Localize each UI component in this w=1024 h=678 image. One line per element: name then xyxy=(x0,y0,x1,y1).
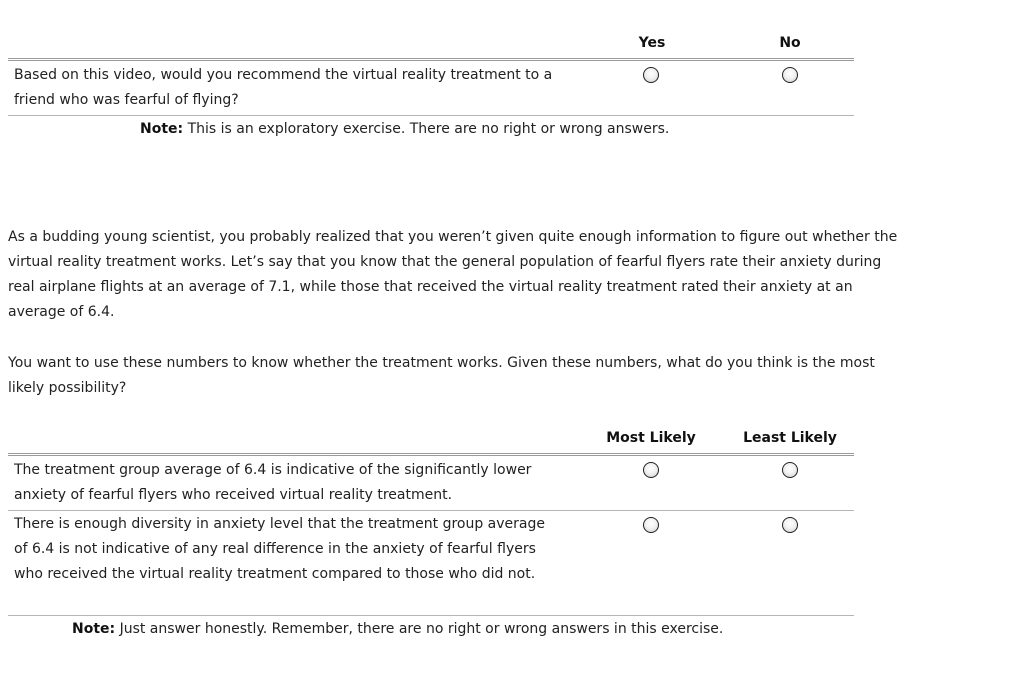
passage-paragraph-2: You want to use these numbers to know whether the treatment works. Given these numbers, what do you think is the most likely possibility? xyxy=(8,355,875,396)
radio-option-2-most-likely[interactable] xyxy=(643,517,659,533)
radio-option-1-least-likely[interactable] xyxy=(782,462,798,478)
radio-option-1-most-likely[interactable] xyxy=(643,462,659,478)
row-divider xyxy=(8,615,854,616)
row-divider xyxy=(8,510,854,511)
header-divider xyxy=(8,58,854,61)
question-1-note xyxy=(140,121,669,137)
row-divider xyxy=(8,115,854,116)
note-text: This is an exploratory exercise. There are no right or wrong answers. xyxy=(183,121,670,137)
column-header-no: No xyxy=(779,35,801,51)
header-divider xyxy=(8,453,854,456)
column-header-least-likely: Least Likely xyxy=(743,430,837,446)
column-header-most-likely: Most Likely xyxy=(606,430,696,446)
question-2-note xyxy=(72,621,723,637)
note-label: Note: xyxy=(140,121,184,137)
question-1-text: Based on this video, would you recommend the virtual reality treatment to a friend who was fearful of flying? xyxy=(14,67,553,108)
column-header-yes: Yes xyxy=(638,35,666,51)
option-1-text: The treatment group average of 6.4 is indicative of the significantly lower anxiety of fearful flyers who received virtual reality treatment. xyxy=(14,462,532,503)
radio-yes[interactable] xyxy=(643,67,659,83)
option-2-text: There is enough diversity in anxiety level that the treatment group average of 6.4 is not indicative of any real difference in the anxiety of fearful flyers who received the virtual reality treatment compared to those who did not. xyxy=(14,516,545,582)
passage-paragraph-1: As a budding young scientist, you probably realized that you weren’t given quite enough information to figure out whether the virtual reality treatment works. Let’s say that you know that the general population of fearful flyers rate their anxiety during real airplane flights at an average of 7.1, while those that received the virtual reality treatment rated their anxiety at an average of 6.4. xyxy=(8,229,898,320)
radio-no[interactable] xyxy=(782,67,798,83)
note-label: Note: xyxy=(72,621,116,637)
radio-option-2-least-likely[interactable] xyxy=(782,517,798,533)
note-text: Just answer honestly. Remember, there are no right or wrong answers in this exercise. xyxy=(115,621,724,637)
